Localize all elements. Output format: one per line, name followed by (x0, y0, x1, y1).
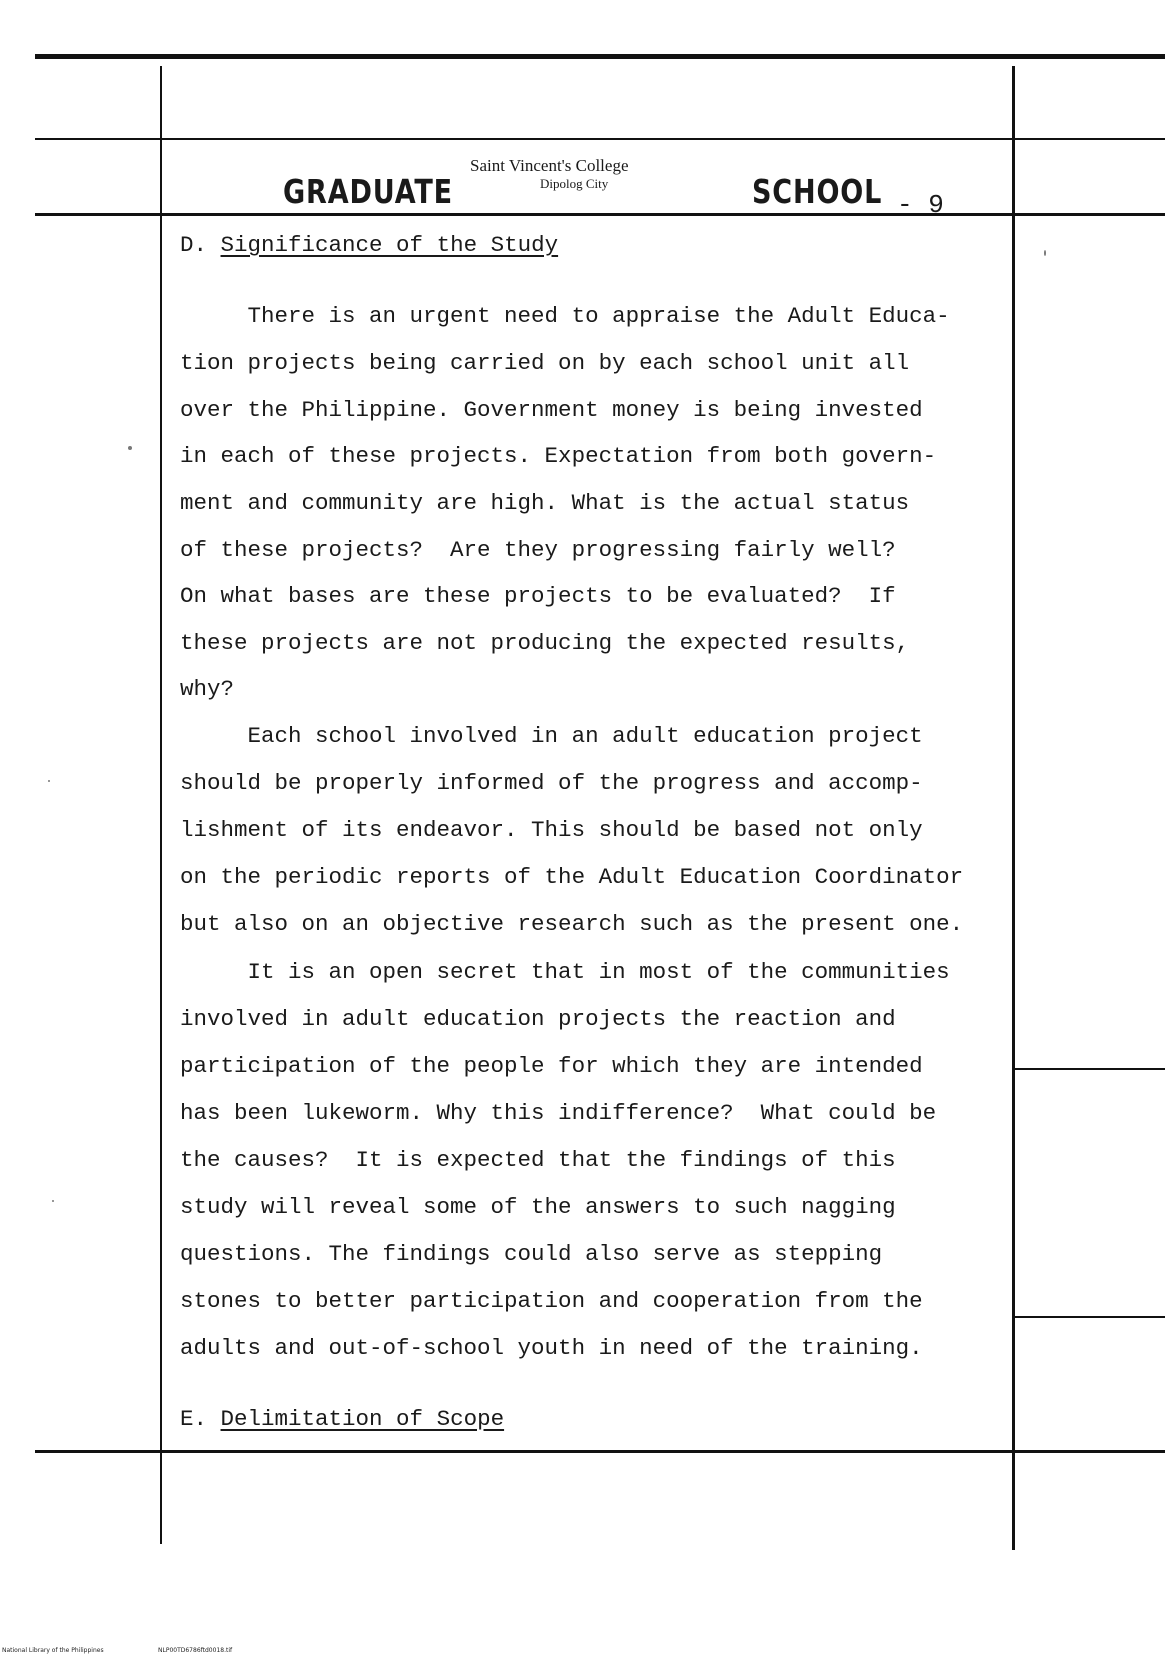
right-tick-rule-2 (1015, 1316, 1165, 1318)
section-e-letter: E. (180, 1406, 208, 1432)
body-line: should be properly informed of the progress and accomp- (180, 770, 923, 796)
header-city: Dipolog City (540, 176, 609, 191)
body-line: over the Philippine. Government money is being invested (180, 397, 923, 423)
body-line: of these projects? Are they progressing fairly well? (180, 537, 896, 563)
section-d-heading (180, 232, 558, 258)
header-school: SCHOOL (752, 172, 883, 211)
body-line: questions. The findings could also serve as stepping (180, 1241, 883, 1267)
header-graduate: GRADUATE (283, 172, 453, 211)
body-line: There is an urgent need to appraise the Adult Educa- (180, 303, 950, 329)
scan-speck (128, 446, 132, 450)
bottom-rule (35, 1450, 1165, 1453)
body-line: lishment of its endeavor. This should be based not only (180, 817, 923, 843)
body-line: involved in adult education projects the reaction and (180, 1006, 896, 1032)
body-line: in each of these projects. Expectation from both govern- (180, 443, 937, 469)
scan-speck (48, 780, 50, 782)
body-line: the causes? It is expected that the findings of this (180, 1147, 896, 1173)
footer-file-id: NLP00TD6786ftd0018.tif (158, 1647, 233, 1654)
body-line: study will reveal some of the answers to such nagging (180, 1194, 896, 1220)
body-line: but also on an objective research such as the present one. (180, 911, 964, 937)
section-d-letter: D. (180, 232, 208, 258)
body-line: It is an open secret that in most of the communities (180, 959, 950, 985)
right-margin-rule (1012, 66, 1015, 1550)
body-line: adults and out-of-school youth in need of the training. (180, 1335, 923, 1361)
body-line: On what bases are these projects to be evaluated? If (180, 583, 896, 609)
footer-library: National Library of the Philippines (2, 1647, 104, 1654)
body-line: participation of the people for which they are intended (180, 1053, 923, 1079)
body-line: tion projects being carried on by each school unit all (180, 350, 910, 376)
scan-speck (1044, 250, 1046, 256)
header-bottom-rule (35, 213, 1165, 216)
top-border (35, 54, 1165, 59)
scan-speck (52, 1200, 54, 1202)
header-institution: Saint Vincent's College (470, 156, 629, 175)
body-line: these projects are not producing the expected results, (180, 630, 910, 656)
body-line: stones to better participation and cooperation from the (180, 1288, 923, 1314)
page-number: - 9 (897, 190, 944, 220)
section-e-heading (180, 1406, 504, 1432)
left-margin-rule (160, 66, 162, 1544)
body-line: ment and community are high. What is the actual status (180, 490, 910, 516)
section-d-title: Significance of the Study (220, 232, 559, 258)
body-line: why? (180, 676, 235, 702)
body-line: Each school involved in an adult education project (180, 723, 923, 749)
body-line: has been lukeworm. Why this indifference? What could be (180, 1100, 937, 1126)
right-tick-rule-1 (1015, 1068, 1165, 1070)
body-line: on the periodic reports of the Adult Education Coordinator (180, 864, 964, 890)
header-top-rule (35, 138, 1165, 140)
section-e-title: Delimitation of Scope (220, 1406, 505, 1432)
